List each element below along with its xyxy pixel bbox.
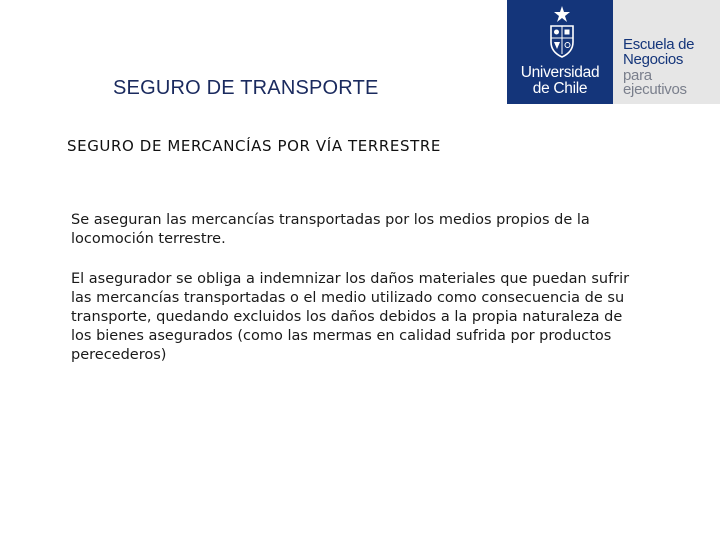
logo-university-name-line2: de Chile (532, 80, 588, 97)
slide-subtitle: SEGURO DE MERCANCÍAS POR VÍA TERRESTRE (67, 137, 441, 155)
logo-universidad-de-chile (507, 0, 613, 104)
logo-school-line2: Negocios (623, 51, 684, 68)
university-seal-icon (545, 4, 579, 60)
logo-escuela-de-negocios (613, 0, 720, 104)
paragraph-obligation: El asegurador se obliga a indemnizar los daños materiales que puedan sufrir las mercancías transportadas o el medio utilizado como consecuencia de su transporte, quedando excluidos los daños debidos a la propia naturaleza de los bienes asegurados (como las mermas en calidad sufrida por productos perecederos) (71, 271, 630, 363)
logo-school-line1: Escuela de (623, 36, 695, 53)
logo-school-line3: para (623, 67, 652, 84)
logo-school-line4: ejecutivos (623, 81, 687, 98)
paragraph-definition: Se aseguran las mercancías transportadas por los medios propios de la locomoción terrestre. (71, 212, 590, 247)
slide-title: SEGURO DE TRANSPORTE (113, 77, 379, 99)
logo-university-name-line1: Universidad (520, 64, 600, 81)
